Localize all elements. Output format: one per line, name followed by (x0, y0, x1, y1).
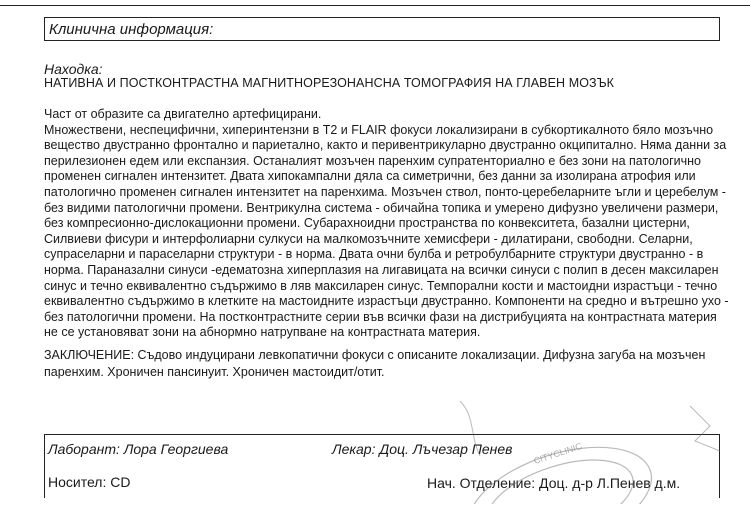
stamp-text: CITYCLINIC (532, 440, 584, 466)
findings-body (44, 107, 734, 341)
lab-technician: Лаборант: Лора Георгиева (48, 441, 229, 457)
conclusion-text: ЗАКЛЮЧЕНИЕ: Съдово индуцирани левкопатични фокуси с описаните локализации. Дифузна загуба на мозъчен паренхим. Хроничен пансинуит. Хроничен мастоидит/отит. (44, 348, 706, 379)
findings-title: НАТИВНА И ПОСТКОНТРАСТНА МАГНИТНОРЕЗОНАНСНА ТОМОГРАФИЯ НА ГЛАВЕН МОЗЪК (44, 76, 615, 90)
storage-medium: Носител: CD (48, 474, 131, 490)
top-rule (0, 5, 750, 6)
findings-paragraph-1: Част от образите са двигателно артефицирани. (44, 107, 322, 121)
findings-paragraph-2: Множествени, неспецифични, хиперинтензни в Т2 и FLAIR фокуси локализирани в субкортикалното бяло мозъчно вещество двустранно фронтално и париетално, както и перивентрикуларно двустранно окципитално. Няма данни за перилезионен едем или експанзия. Останалият мозъчен паренхим супратенториално е без зони на патологично променен сигнален интензитет. Двата хипокампални дяла са симетрични, без данни за изолирана атрофия или патологично променен сигнален интензитет на паренхима. Мозъчен ствол, понто-церебеларните ъгли и церебелум - без видими патологични промени. Вентрикулна система - обичайна топика и умерено дифузно увеличени размери, без компресионно-дислокационни промени. Субарахноидни пространства по конвекситета, базални цистерни, Силвиеви фисури и интерфолиарни сулкуси на малкомозъчните хемисфери - дилатирани, свободни. Селарни, супраселарни и параселарни структури - в норма. Двата очни булба и ретробулбарните структури двустранно - в норма. Параназални синуси -едематозна хиперплазия на лигавицата на всички синуси с полип в десен максиларен синус и течно еквивалентно съдържимо в ляв максиларен синус. Темпорални кости и мастоидни израстъци - течно еквивалентно съдържимо в клетките на мастоидните израстъци двустранно. Компоненти на средно и вътрешно ухо - без патологични промени. На постконтрастните серии във всички фази на дистрибуцията на контрастната материя не се установяват зони на абнормно натрупване на контрастната материя. (44, 122, 729, 340)
department-head: Нач. Отделение: Доц. д-р Л.Пенев д.м. (427, 475, 681, 491)
findings-label: Находка: (44, 61, 103, 77)
conclusion-section (44, 347, 734, 381)
clinical-info-box (44, 17, 720, 41)
clinical-info-label: Клинична информация: (49, 21, 214, 38)
reporting-doctor: Лекар: Доц. Лъчезар Пенев (332, 441, 513, 457)
